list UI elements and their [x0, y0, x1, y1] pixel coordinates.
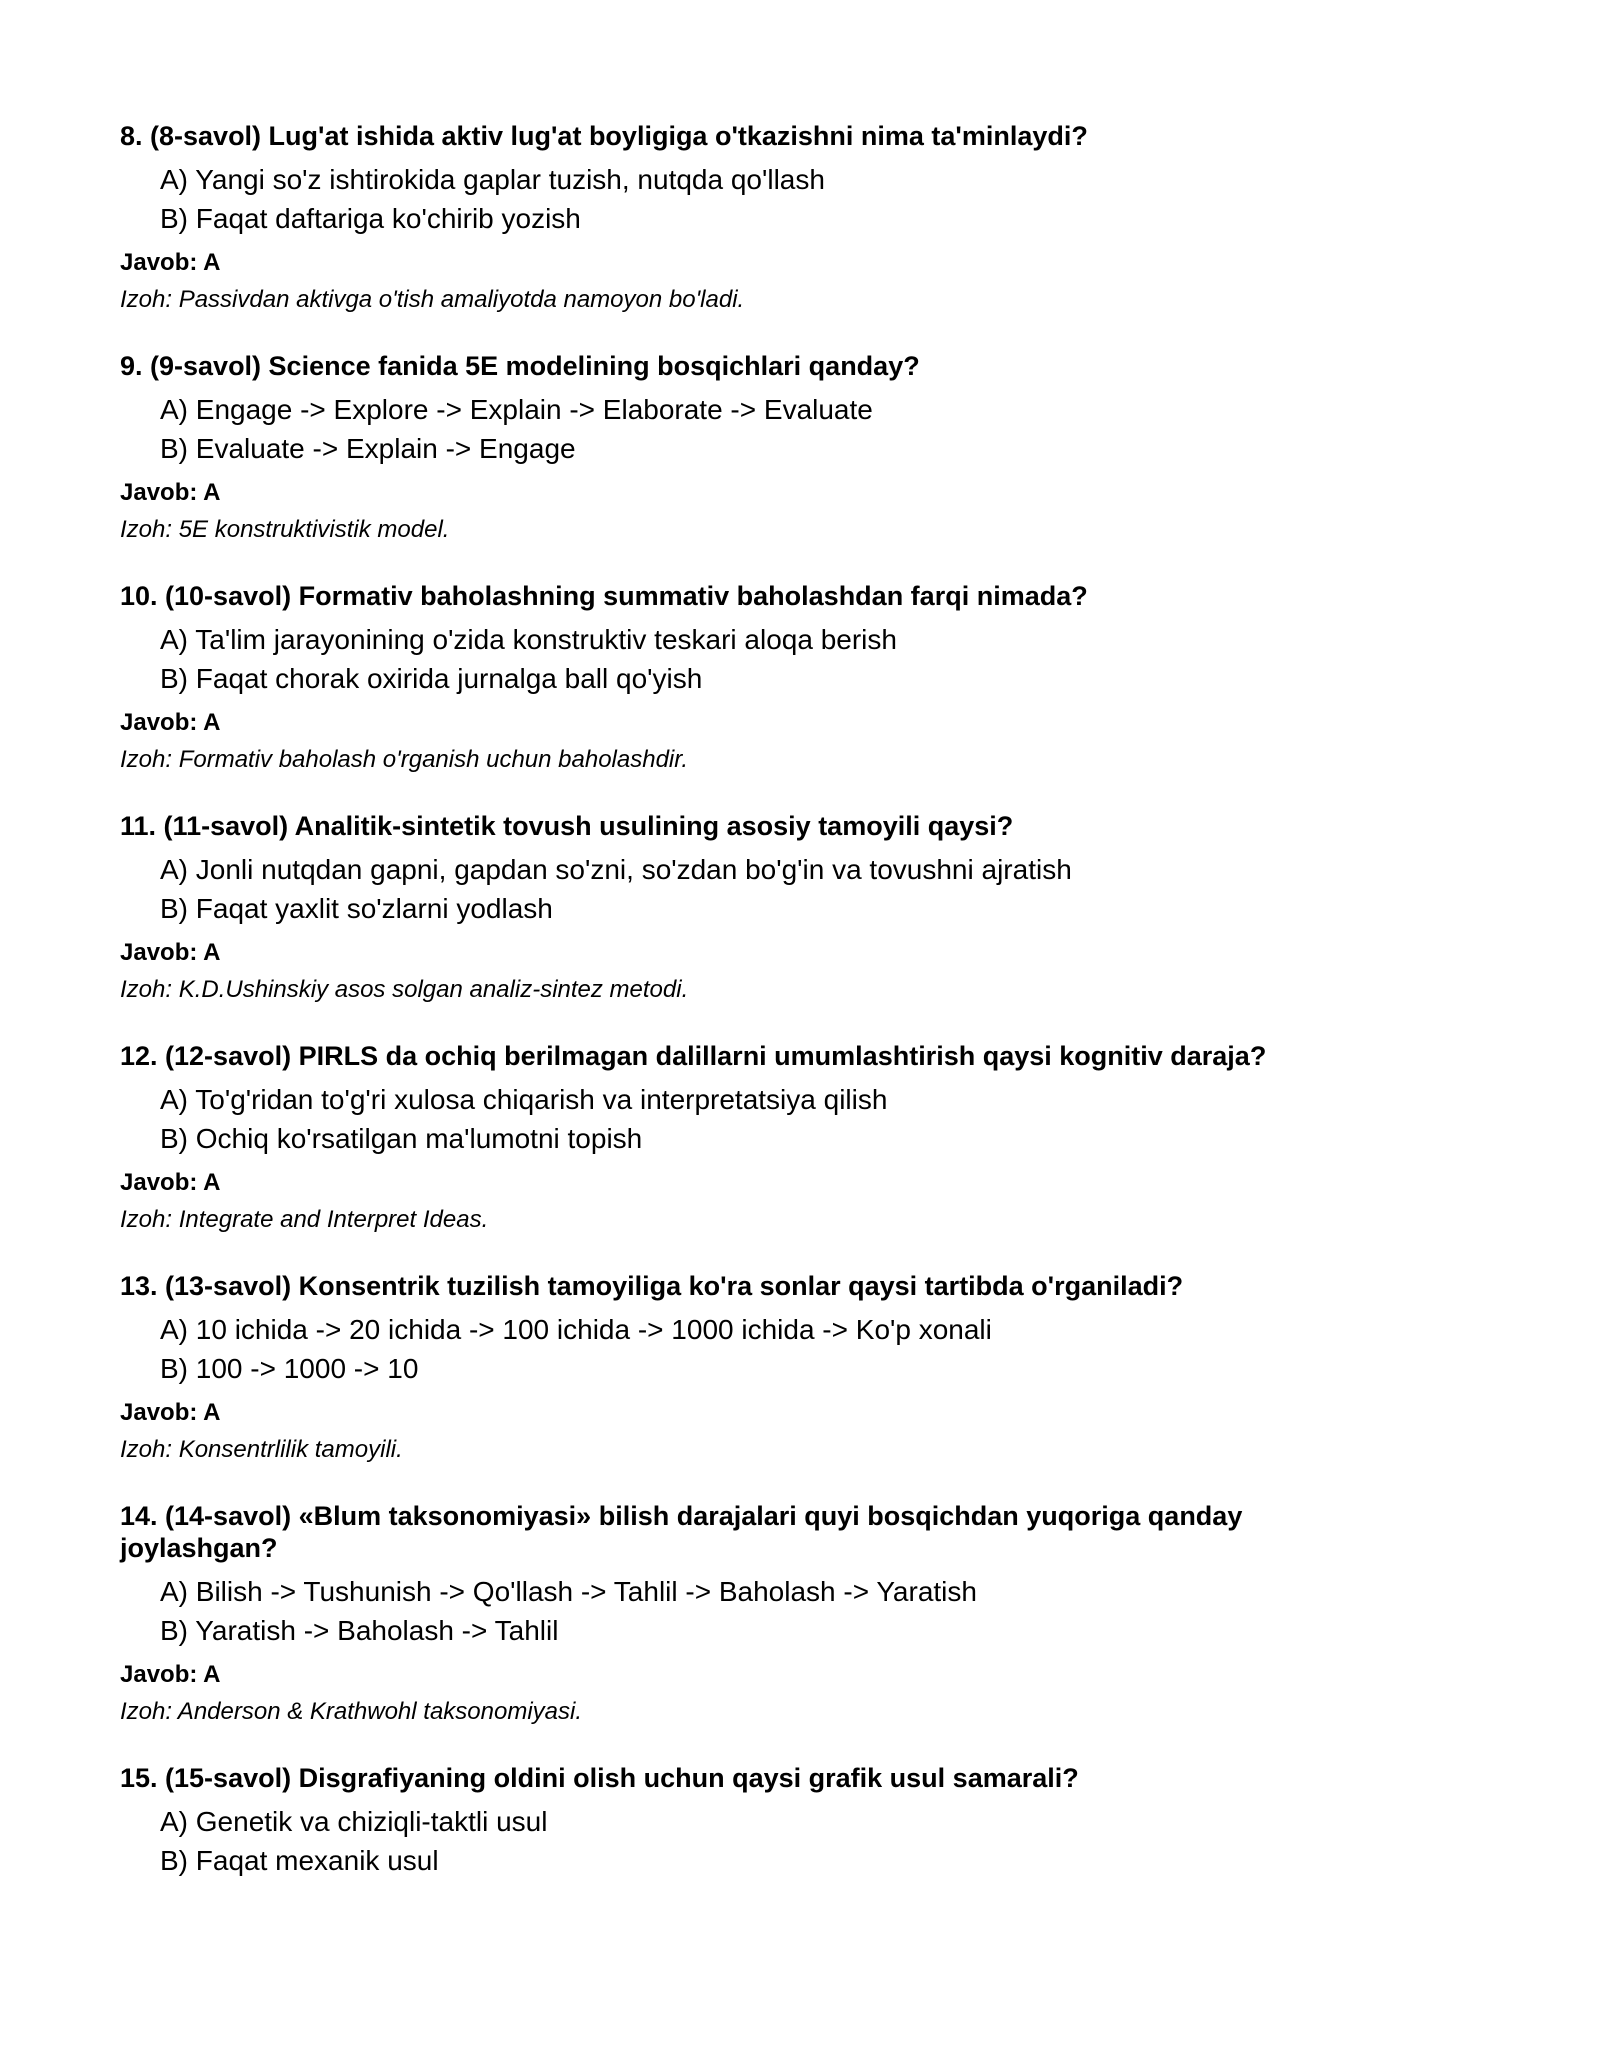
answer-label: Javob: A — [120, 249, 221, 276]
answer-label: Javob: A — [120, 709, 221, 736]
answer-label: Javob: A — [120, 479, 221, 506]
option-b: B) Faqat mexanik usul — [160, 1845, 439, 1876]
option-b: B) Faqat daftariga ko'chirib yozish — [160, 203, 581, 234]
explanation-note: Izoh: Passivdan aktivga o'tish amaliyotda namoyon bo'ladi. — [120, 286, 745, 313]
explanation-note: Izoh: 5E konstruktivistik model. — [120, 516, 450, 543]
question-title: 14. (14-savol) «Blum taksonomiyasi» bilish darajalari quyi bosqichdan yuqoriga qanday joylashgan? — [120, 1501, 1243, 1563]
option-a: A) To'g'ridan to'g'ri xulosa chiqarish va interpretatsiya qilish — [160, 1084, 888, 1115]
question-item — [120, 580, 1360, 775]
option-a: A) Jonli nutqdan gapni, gapdan so'zni, so'zdan bo'g'in va tovushni ajratish — [160, 854, 1072, 885]
answer-label: Javob: A — [120, 939, 221, 966]
question-title: 10. (10-savol) Formativ baholashning summativ baholashdan farqi nimada? — [120, 581, 1088, 611]
option-a: A) Engage -> Explore -> Explain -> Elaborate -> Evaluate — [160, 394, 873, 425]
question-title: 9. (9-savol) Science fanida 5E modelining bosqichlari qanday? — [120, 351, 920, 381]
question-item — [120, 810, 1360, 1005]
question-title: 15. (15-savol) Disgrafiyaning oldini olish uchun qaysi grafik usul samarali? — [120, 1763, 1079, 1793]
explanation-note: Izoh: Integrate and Interpret Ideas. — [120, 1206, 489, 1233]
option-b: B) Faqat chorak oxirida jurnalga ball qo'yish — [160, 663, 703, 694]
explanation-note: Izoh: K.D.Ushinskiy asos solgan analiz-sintez metodi. — [120, 976, 689, 1003]
option-b: B) Faqat yaxlit so'zlarni yodlash — [160, 893, 553, 924]
explanation-note: Izoh: Anderson & Krathwohl taksonomiyasi. — [120, 1698, 583, 1725]
answer-label: Javob: A — [120, 1661, 221, 1688]
question-item — [120, 350, 1360, 545]
question-title: 11. (11-savol) Analitik-sintetik tovush usulining asosiy tamoyili qaysi? — [120, 811, 1014, 841]
answer-label: Javob: A — [120, 1399, 221, 1426]
question-title: 13. (13-savol) Konsentrik tuzilish tamoyiliga ko'ra sonlar qaysi tartibda o'rganiladi? — [120, 1271, 1184, 1301]
question-item — [120, 1040, 1360, 1235]
option-b: B) 100 -> 1000 -> 10 — [160, 1353, 419, 1384]
option-b: B) Ochiq ko'rsatilgan ma'lumotni topish — [160, 1123, 643, 1154]
explanation-note: Izoh: Konsentrlilik tamoyili. — [120, 1436, 403, 1463]
option-a: A) 10 ichida -> 20 ichida -> 100 ichida -> 1000 ichida -> Ko'p xonali — [160, 1314, 992, 1345]
question-item — [120, 1500, 1360, 1727]
option-b: B) Evaluate -> Explain -> Engage — [160, 433, 576, 464]
option-a: A) Ta'lim jarayonining o'zida konstruktiv teskari aloqa berish — [160, 624, 897, 655]
question-list — [120, 120, 1360, 1915]
option-a: A) Yangi so'z ishtirokida gaplar tuzish, nutqda qo'llash — [160, 164, 825, 195]
question-item — [120, 1762, 1360, 1880]
option-a: A) Bilish -> Tushunish -> Qo'llash -> Tahlil -> Baholash -> Yaratish — [160, 1576, 977, 1607]
option-a: A) Genetik va chiziqli-taktli usul — [160, 1806, 548, 1837]
option-b: B) Yaratish -> Baholash -> Tahlil — [160, 1615, 559, 1646]
question-title: 12. (12-savol) PIRLS da ochiq berilmagan dalillarni umumlashtirish qaysi kognitiv daraja? — [120, 1041, 1267, 1071]
question-item — [120, 1270, 1360, 1465]
question-item — [120, 120, 1360, 315]
question-title: 8. (8-savol) Lug'at ishida aktiv lug'at boyligiga o'tkazishni nima ta'minlaydi? — [120, 121, 1088, 151]
explanation-note: Izoh: Formativ baholash o'rganish uchun baholashdir. — [120, 746, 689, 773]
answer-label: Javob: A — [120, 1169, 221, 1196]
